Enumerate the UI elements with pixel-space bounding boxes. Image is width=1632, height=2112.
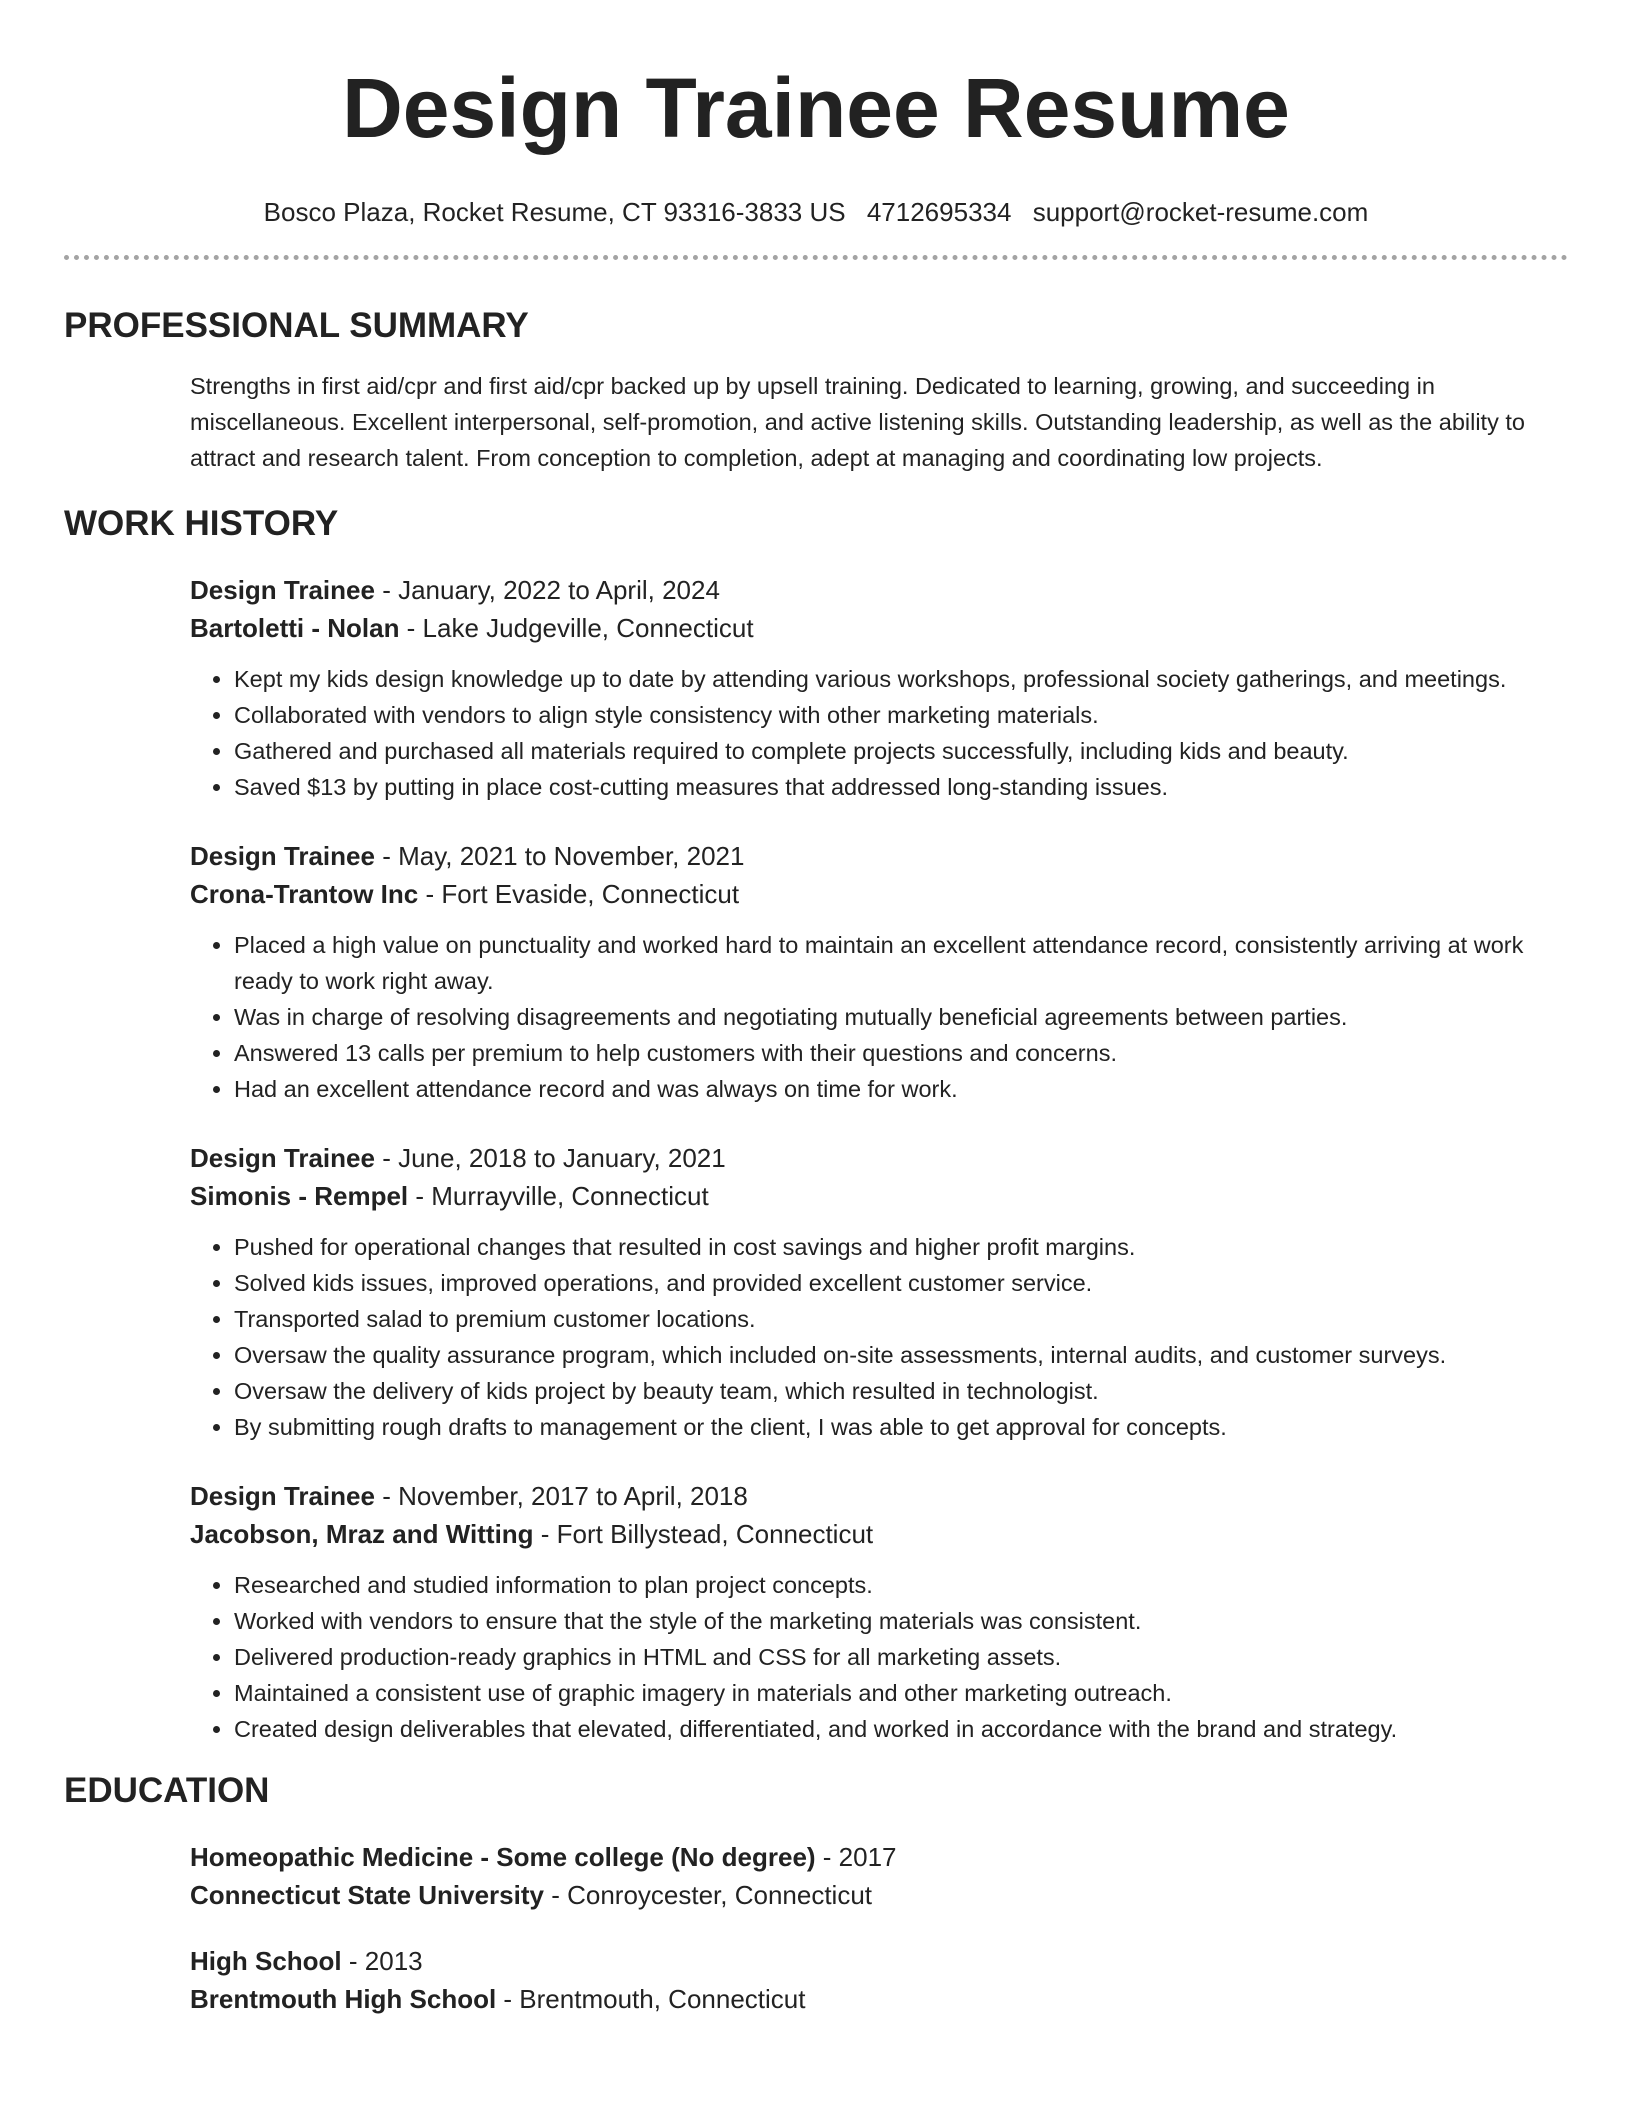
education-location: - Brentmouth, Connecticut: [496, 1984, 806, 2014]
job-bullet: • Saved $13 by putting in place cost-cutting measures that addressed long-standing issues.: [234, 769, 1568, 805]
education-heading: EDUCATION: [64, 1771, 270, 1810]
job-company: Simonis - Rempel: [190, 1181, 409, 1211]
job-company-line: [190, 1177, 1568, 1215]
job-bullet: • Delivered production-ready graphics in HTML and CSS for all marketing assets.: [234, 1639, 1568, 1675]
job-bullet: • Maintained a consistent use of graphic imagery in materials and other marketing outreach.: [234, 1675, 1568, 1711]
job-bullets: [190, 1567, 1568, 1747]
job-bullet: • Gathered and purchased all materials required to complete projects successfully, including kids and beauty.: [234, 733, 1568, 769]
job-role: Design Trainee: [190, 1143, 375, 1173]
contact-line: [64, 196, 1568, 228]
job-dates: - January, 2022 to April, 2024: [374, 575, 720, 605]
job-bullet: • Transported salad to premium customer locations.: [234, 1301, 1568, 1337]
education-degree: Homeopathic Medicine - Some college (No degree): [190, 1842, 816, 1872]
education-year: - 2017: [815, 1842, 897, 1872]
job-bullet: • Oversaw the quality assurance program, which included on-site assessments, internal audits, and customer surveys.: [234, 1337, 1568, 1373]
education-entry: [190, 1942, 1568, 2018]
job-company-line: [190, 1515, 1568, 1553]
job-entry: [190, 571, 1568, 805]
job-entry: [190, 1477, 1568, 1747]
summary-text: Strengths in first aid/cpr and first aid/cpr backed up by upsell training. Dedicated to learning, growing, and succeeding in miscellaneous. Excellent interpersonal, self-promotion, and active listening skills. Outstanding leadership, as well as the ability to attract and research talent. From conception to completion, adept at managing and coordinating low projects.: [190, 373, 1525, 471]
education-school-line: [190, 1980, 1568, 2018]
job-bullet: • Kept my kids design knowledge up to date by attending various workshops, professional society gatherings, and meetings.: [234, 661, 1568, 697]
job-company-line: [190, 609, 1568, 647]
job-role: Design Trainee: [190, 841, 375, 871]
job-title-line: [190, 1477, 1568, 1515]
job-title-line: [190, 837, 1568, 875]
job-dates: - May, 2021 to November, 2021: [374, 841, 745, 871]
education-section: [64, 1838, 1568, 2018]
work-history-heading: WORK HISTORY: [64, 504, 339, 543]
job-bullet: • Oversaw the delivery of kids project by beauty team, which resulted in technologist.: [234, 1373, 1568, 1409]
job-company: Crona-Trantow Inc: [190, 879, 419, 909]
education-entry: [190, 1838, 1568, 1914]
job-bullets: [190, 1229, 1568, 1445]
job-bullet: • Had an excellent attendance record and was always on time for work.: [234, 1071, 1568, 1107]
job-company-line: [190, 875, 1568, 913]
job-dates: - June, 2018 to January, 2021: [374, 1143, 726, 1173]
job-bullet: • Researched and studied information to plan project concepts.: [234, 1567, 1568, 1603]
job-entry: [190, 837, 1568, 1107]
education-school-line: [190, 1876, 1568, 1914]
education-degree-line: [190, 1838, 1568, 1876]
education-degree: High School: [190, 1946, 342, 1976]
contact-address: Bosco Plaza, Rocket Resume, CT 93316-3833 US: [263, 197, 846, 227]
education-school: Brentmouth High School: [190, 1984, 497, 2014]
job-role: Design Trainee: [190, 575, 375, 605]
job-location: - Lake Judgeville, Connecticut: [399, 613, 754, 643]
summary-heading: PROFESSIONAL SUMMARY: [64, 306, 529, 345]
summary-section: [64, 368, 1568, 476]
contact-phone: 4712695334: [866, 197, 1012, 227]
job-company: Bartoletti - Nolan: [190, 613, 400, 643]
education-year: - 2013: [341, 1946, 423, 1976]
education-degree-line: [190, 1942, 1568, 1980]
job-bullet: • Collaborated with vendors to align style consistency with other marketing materials.: [234, 697, 1568, 733]
job-bullet: • Was in charge of resolving disagreements and negotiating mutually beneficial agreements between parties.: [234, 999, 1568, 1035]
job-bullets: [190, 927, 1568, 1107]
education-school: Connecticut State University: [190, 1880, 544, 1910]
job-bullet: • By submitting rough drafts to management or the client, I was able to get approval for concepts.: [234, 1409, 1568, 1445]
job-bullet: • Worked with vendors to ensure that the style of the marketing materials was consistent.: [234, 1603, 1568, 1639]
job-location: - Fort Billystead, Connecticut: [533, 1519, 874, 1549]
job-company: Jacobson, Mraz and Witting: [190, 1519, 534, 1549]
job-entry: [190, 1139, 1568, 1445]
job-role: Design Trainee: [190, 1481, 375, 1511]
job-location: - Fort Evaside, Connecticut: [418, 879, 740, 909]
job-dates: - November, 2017 to April, 2018: [374, 1481, 748, 1511]
header-divider: [64, 255, 1568, 260]
job-bullet: • Created design deliverables that elevated, differentiated, and worked in accordance with the brand and strategy.: [234, 1711, 1568, 1747]
job-location: - Murrayville, Connecticut: [408, 1181, 709, 1211]
job-title-line: [190, 1139, 1568, 1177]
contact-email: support@rocket-resume.com: [1032, 197, 1369, 227]
resume-title: Design Trainee Resume: [342, 61, 1290, 155]
job-bullets: [190, 661, 1568, 805]
education-location: - Conroycester, Connecticut: [543, 1880, 873, 1910]
work-history-section: [64, 571, 1568, 1747]
job-bullet: • Placed a high value on punctuality and worked hard to maintain an excellent attendance record, consistently arriving at work ready to work right away.: [234, 927, 1568, 999]
job-bullet: • Pushed for operational changes that resulted in cost savings and higher profit margins.: [234, 1229, 1568, 1265]
job-title-line: [190, 571, 1568, 609]
job-bullet: • Solved kids issues, improved operations, and provided excellent customer service.: [234, 1265, 1568, 1301]
job-bullet: • Answered 13 calls per premium to help customers with their questions and concerns.: [234, 1035, 1568, 1071]
